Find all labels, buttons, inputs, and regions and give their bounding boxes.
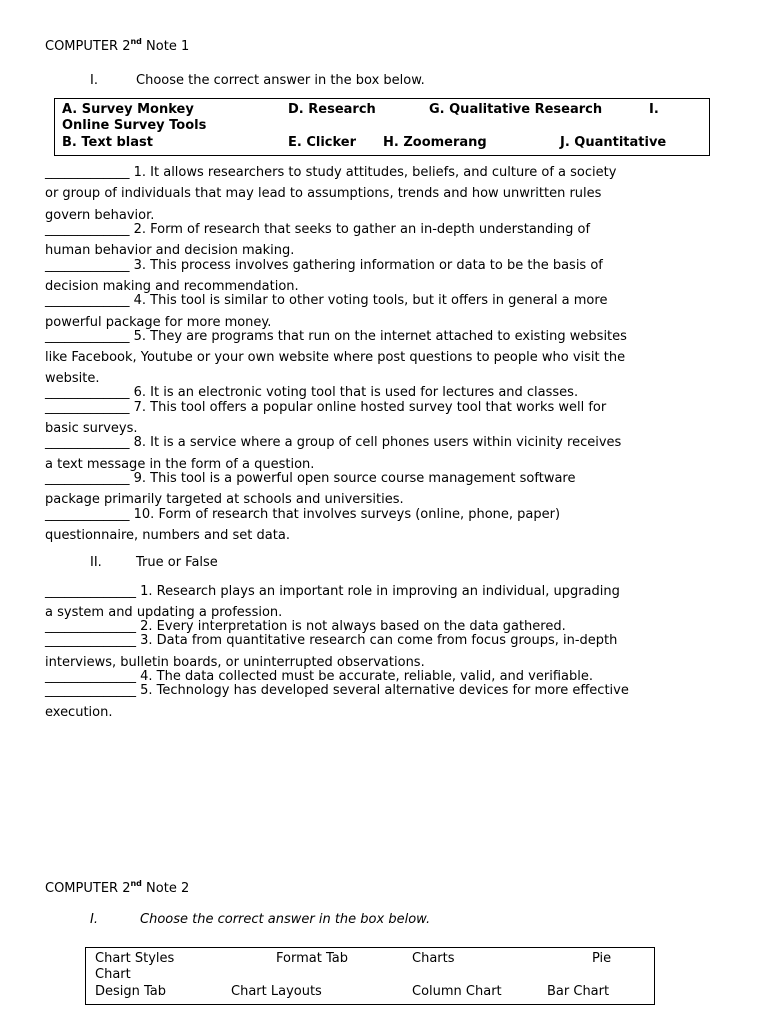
- choice-format-tab: Format Tab: [276, 951, 348, 966]
- item-10-line2: questionnaire, numbers and set data.: [45, 528, 290, 543]
- note1-section2-numeral: II.: [90, 555, 102, 570]
- note2-section1-instruction: Choose the correct answer in the box below.: [140, 912, 431, 927]
- item-9-line2: package primarily targeted at schools and universities.: [45, 492, 404, 507]
- tf-3-line2: interviews, bulletin boards, or uninterrupted observations.: [45, 655, 425, 670]
- item-1-line1: _____________ 1. It allows researchers to study attitudes, beliefs, and culture of a society: [45, 165, 617, 180]
- tf-5-line2: execution.: [45, 705, 113, 720]
- tf-5-line1: ______________ 5. Technology has developed several alternative devices for more effective: [45, 683, 629, 698]
- choice-j: J. Quantitative: [560, 135, 667, 150]
- choice-pie-continued: Chart: [95, 967, 131, 982]
- choice-bar-chart: Bar Chart: [547, 984, 610, 999]
- choice-i-continued: Online Survey Tools: [62, 118, 207, 133]
- choice-column-chart: Column Chart: [412, 984, 502, 999]
- choice-g: G. Qualitative Research: [429, 102, 603, 117]
- choice-charts: Charts: [412, 951, 455, 966]
- choice-pie: Pie: [592, 951, 612, 966]
- note1-title-text: COMPUTER 2: [45, 39, 131, 54]
- choice-chart-layouts: Chart Layouts: [231, 984, 322, 999]
- item-2-line2: human behavior and decision making.: [45, 243, 295, 258]
- note2-answer-box: [85, 947, 655, 1005]
- item-9-line1: _____________ 9. This tool is a powerful open source course management software: [45, 471, 576, 486]
- item-2-line1: _____________ 2. Form of research that seeks to gather an in-depth understanding of: [45, 222, 591, 237]
- item-1-line3: govern behavior.: [45, 208, 155, 223]
- note1-section1-instruction: Choose the correct answer in the box below.: [136, 73, 425, 88]
- item-3-line1: _____________ 3. This process involves gathering information or data to be the basis of: [45, 258, 603, 273]
- item-4-line2: powerful package for more money.: [45, 315, 272, 330]
- note1-section1-numeral: I.: [90, 73, 98, 88]
- item-8-line1: _____________ 8. It is a service where a group of cell phones users within vicinity receives: [45, 435, 622, 450]
- item-7-line2: basic surveys.: [45, 421, 138, 436]
- item-7-line1: _____________ 7. This tool offers a popular online hosted survey tool that works well for: [45, 400, 607, 415]
- tf-3-line1: ______________ 3. Data from quantitative research can come from focus groups, in-depth: [45, 633, 618, 648]
- item-8-line2: a text message in the form of a question.: [45, 457, 315, 472]
- choice-d: D. Research: [288, 102, 376, 117]
- tf-2-line1: ______________ 2. Every interpretation is not always based on the data gathered.: [45, 619, 566, 634]
- note2-title-suffix: Note 2: [141, 881, 190, 896]
- note2-title-text: COMPUTER 2: [45, 881, 131, 896]
- note1-title: [45, 36, 190, 54]
- note2-title: [45, 878, 190, 896]
- item-10-line1: _____________ 10. Form of research that involves surveys (online, phone, paper): [45, 507, 561, 522]
- item-5-line2: like Facebook, Youtube or your own website where post questions to people who visit the: [45, 350, 626, 365]
- choice-a: A. Survey Monkey: [62, 102, 194, 117]
- item-5-line1: _____________ 5. They are programs that run on the internet attached to existing websites: [45, 329, 627, 344]
- note1-title-sup: nd: [130, 36, 142, 46]
- tf-1-line1: ______________ 1. Research plays an important role in improving an individual, upgrading: [45, 584, 620, 599]
- tf-4-line1: ______________ 4. The data collected must be accurate, reliable, valid, and verifiable.: [45, 669, 593, 684]
- note1-answer-box: [54, 98, 710, 156]
- item-1-line2: or group of individuals that may lead to assumptions, trends and how unwritten rules: [45, 186, 602, 201]
- note1-section2-instruction: True or False: [136, 555, 218, 570]
- choice-b: B. Text blast: [62, 135, 153, 150]
- note2-section1-numeral: I.: [90, 912, 98, 927]
- note1-title-suffix: Note 1: [141, 39, 190, 54]
- item-5-line3: website.: [45, 371, 100, 386]
- tf-1-line2: a system and updating a profession.: [45, 605, 283, 620]
- choice-i: I.: [649, 102, 659, 117]
- choice-design-tab: Design Tab: [95, 984, 167, 999]
- item-3-line2: decision making and recommendation.: [45, 279, 299, 294]
- choice-h: H. Zoomerang: [383, 135, 487, 150]
- choice-chart-styles: Chart Styles: [95, 951, 175, 966]
- choice-e: E. Clicker: [288, 135, 357, 150]
- item-4-line1: _____________ 4. This tool is similar to other voting tools, but it offers in general a more: [45, 293, 608, 308]
- item-6-line1: _____________ 6. It is an electronic voting tool that is used for lectures and classes.: [45, 385, 579, 400]
- note2-title-sup: nd: [130, 878, 142, 888]
